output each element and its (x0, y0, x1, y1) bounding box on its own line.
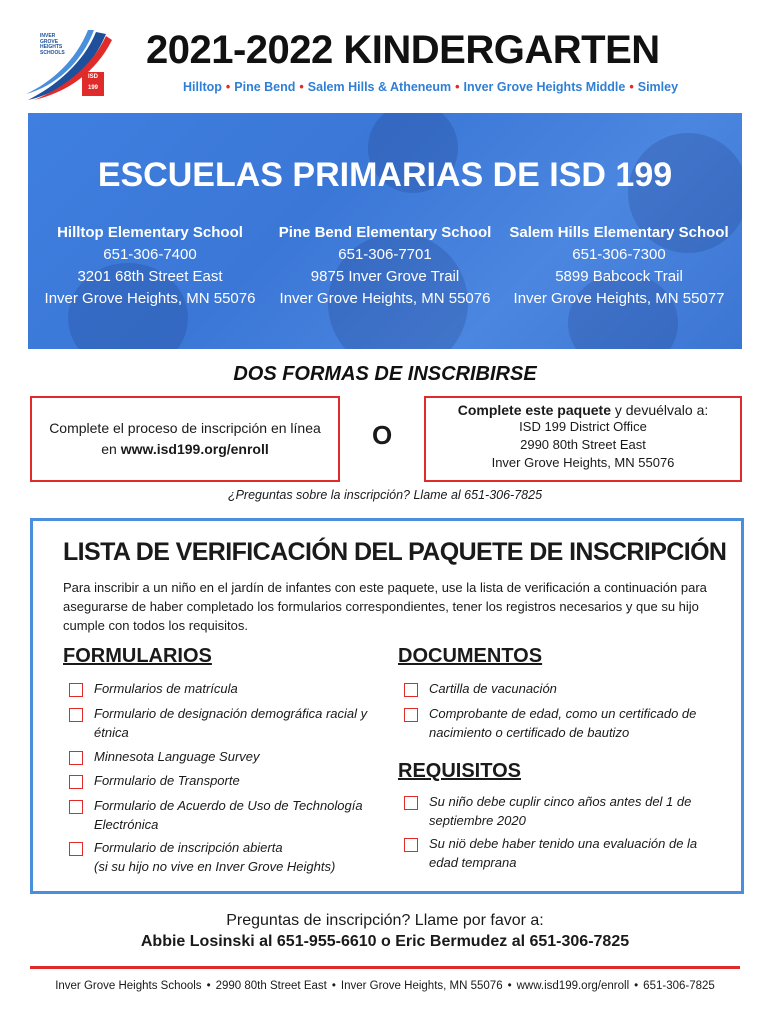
ways-heading: DOS FORMAS DE INSCRIBIRSE (233, 363, 537, 385)
logo-text: INVER GROVE HEIGHTS SCHOOLS (40, 33, 65, 56)
requirement-item: Su niño debe cuplir cinco años antes del 1 de septiembre 2020 (429, 794, 692, 828)
checkbox[interactable] (404, 683, 418, 697)
contact-prompt: Preguntas de inscripción? Llame por favor a: (226, 912, 544, 929)
packet-option-box: Complete este paquete y devuélvalo a: ISD 199 District Office 2990 80th Street East Inver Grove Heights, MN 55076 (424, 396, 742, 482)
checklist-intro: Para inscribir a un niño en el jardín de infantes con este paquete, use la lista de verificación a continuación para asegurarse de haber completado los formularios correspondientes, tener los registros necesarios y que su hijo cumple con todos los requisitos. (63, 580, 707, 633)
logo-isd-badge: ISD 199 (82, 72, 104, 96)
school-hilltop: Hilltop Elementary School 651-306-7400 3201 68th Street East Inver Grove Heights, MN 55076 (44, 224, 256, 307)
form-item: Formulario de inscripción abierta (si su hijo no vive en Inver Grove Heights) (94, 840, 336, 874)
requirements-heading: REQUISITOS (398, 760, 521, 782)
school-list: Hilltop • Pine Bend • Salem Hills & Atheneum • Inver Grove Heights Middle • Simley (183, 80, 679, 94)
form-item: Minnesota Language Survey (94, 749, 260, 764)
requirement-item: Su niö debe haber tenido una evaluación de la edad temprana (429, 836, 698, 870)
document-item: Cartilla de vacunación (429, 681, 557, 696)
checkbox[interactable] (69, 800, 83, 814)
checklist-title: LISTA DE VERIFICACIÓN DEL PAQUETE DE INSCRIPCIÓN (63, 538, 727, 566)
school-pine-bend: Pine Bend Elementary School 651-306-7701 9875 Inver Grove Trail Inver Grove Heights, MN 55076 (278, 224, 492, 307)
form-item: Formulario de Acuerdo de Uso de Technología Electrónica (94, 798, 363, 832)
school-salem-hills: Salem Hills Elementary School 651-306-7300 5899 Babcock Trail Inver Grove Heights, MN 55077 (509, 224, 729, 307)
document-item: Comprobante de edad, como un certificado de nacimiento o certificado de bautizo (429, 706, 697, 740)
checkbox[interactable] (69, 708, 83, 722)
form-item: Formulario de designación demográfica racial y étnica (94, 706, 368, 740)
footer-divider (30, 966, 740, 969)
page-title: 2021-2022 KINDERGARTEN (146, 28, 660, 72)
documents-heading: DOCUMENTOS (398, 645, 543, 667)
enroll-link[interactable]: www.isd199.org/enroll (120, 441, 269, 457)
checkbox[interactable] (69, 775, 83, 789)
checkbox[interactable] (69, 842, 83, 856)
checkbox[interactable] (69, 751, 83, 765)
checkbox[interactable] (404, 796, 418, 810)
checkbox[interactable] (69, 683, 83, 697)
checkbox[interactable] (404, 838, 418, 852)
questions-line: ¿Preguntas sobre la inscripción? Llame al 651-306-7825 (227, 488, 543, 502)
form-item: Formulario de Transporte (94, 773, 240, 788)
footer: Inver Grove Heights Schools • 2990 80th Street East • Inver Grove Heights, MN 55076 • www.isd199.org/enroll • 651-306-7825 (55, 980, 715, 992)
forms-heading: FORMULARIOS (63, 645, 212, 667)
footer-link[interactable]: www.isd199.org/enroll (516, 980, 630, 992)
online-option-box: Complete el proceso de inscripción en línea en www.isd199.org/enroll (30, 396, 340, 482)
or-label: O (372, 420, 393, 450)
form-item: Formularios de matrícula (94, 681, 238, 696)
checkbox[interactable] (404, 708, 418, 722)
contact-names: Abbie Losinski al 651-955-6610 o Eric Bermudez al 651-306-7825 (140, 933, 630, 950)
banner-title: ESCUELAS PRIMARIAS DE ISD 199 (97, 156, 673, 194)
